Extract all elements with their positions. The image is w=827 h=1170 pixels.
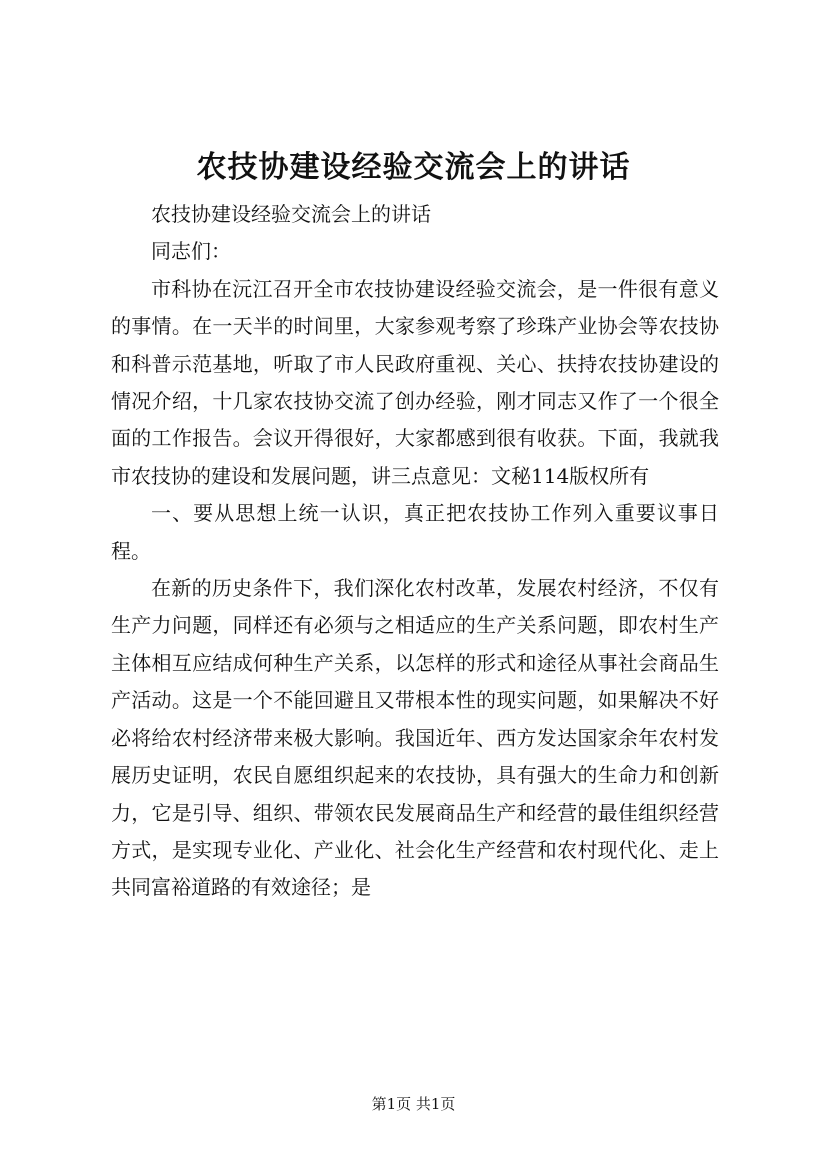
page-footer: 第1页 共1页 <box>371 1095 456 1113</box>
body-paragraph: 同志们： <box>151 239 231 264</box>
body-paragraph: 在新的历史条件下，我们深化农村改革，发展农村经济，不仅有生产力问题，同样还有必须与之相适应的生产关系问题，即农村生产主体相互应结成何种生产关系，以怎样的形式和途径从事社会商品生产活动。这是一个不能回避且又带根本性的现实问题，如果解决不好必将给农村经济带来极大影响。我国近年、西方发达国家余年农村发展历史证明，农民自愿组织起来的农技协，具有强大的生命力和创新力，它是引导、组织、带领农民发展商品生产和经营的最佳组织经营方式，是实现专业化、产业化、社会化生产经营和农村现代化、走上共同富裕道路的有效途径；是 <box>111 576 719 900</box>
body-paragraph: 农技协建设经验交流会上的讲话 <box>151 202 431 226</box>
document-body <box>111 196 719 907</box>
body-paragraph: 市科协在沅江召开全市农技协建设经验交流会，是一件很有意义的事情。在一天半的时间里，大家参观考察了珍珠产业协会等农技协和科普示范基地，听取了市人民政府重视、关心、扶持农技协建设的情况介绍，十几家农技协交流了创办经验，刚才同志又作了一个很全面的工作报告。会议开得很好，大家都感到很有收获。下面，我就我市农技协的建设和发展问题，讲三点意见：文秘114版权所有 <box>111 276 719 488</box>
document-title: 农技协建设经验交流会上的讲话 <box>196 150 631 185</box>
body-paragraph: 一、要从思想上统一认识，真正把农技协工作列入重要议事日程。 <box>111 501 719 563</box>
